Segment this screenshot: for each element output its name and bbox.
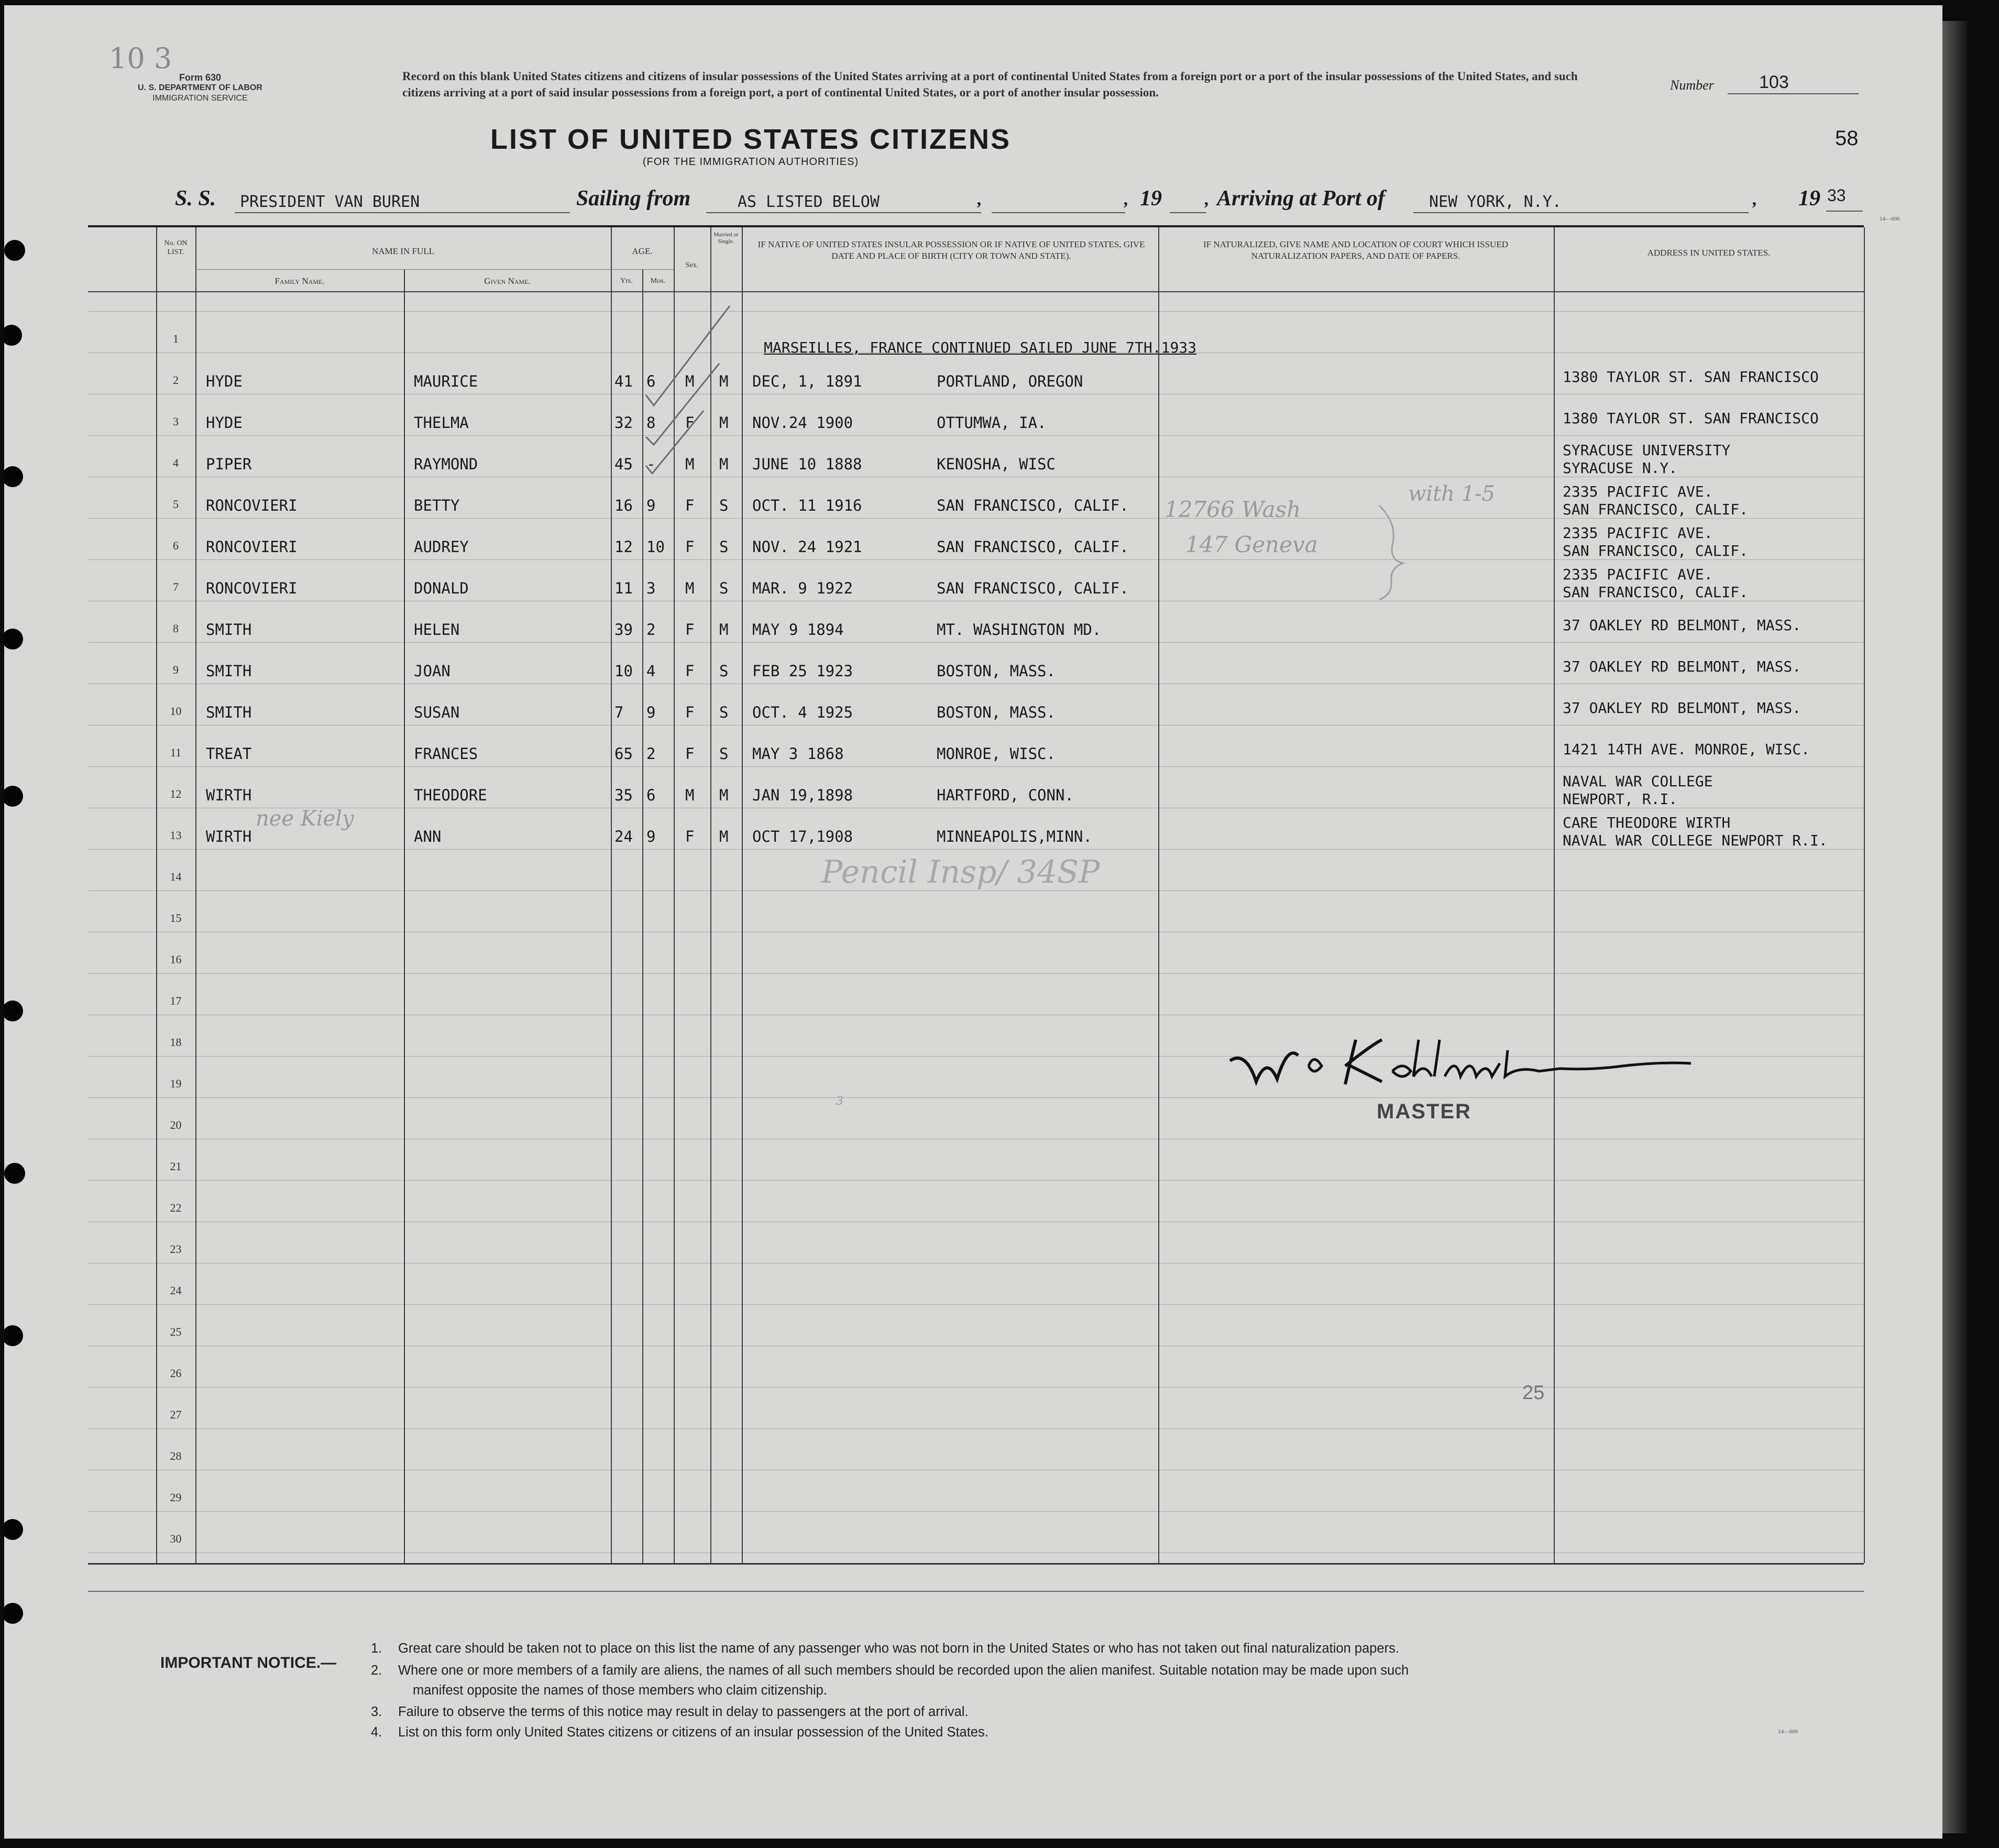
age-months-cell: 8	[646, 414, 656, 432]
corner-note: 10 3	[109, 42, 172, 75]
birth-place-cell: BOSTON, MASS.	[937, 703, 1056, 721]
family-name-cell: RONCOVIERI	[206, 497, 298, 514]
age-months-cell: 3	[646, 579, 656, 597]
age-years-cell: 24	[614, 828, 633, 845]
row-number: 7	[173, 580, 179, 593]
row-number: 22	[170, 1201, 182, 1214]
notice-title: IMPORTANT NOTICE.—	[160, 1654, 337, 1671]
master-signature	[1225, 1024, 1696, 1097]
notice-item-number: 4.	[371, 1725, 382, 1740]
header-naturalized: IF NATURALIZED, GIVE NAME AND LOCATION OF COURT WHICH ISSUED NATURALIZATION PAPERS, AND DATE OF PAPERS.	[1203, 239, 1508, 261]
given-name-cell: THELMA	[414, 414, 469, 432]
notice-item-text: Where one or more members of a family are aliens, the names of all such members should be recorded upon the alien manifest. Suitable notation may be made upon such	[398, 1663, 1409, 1678]
punch-hole	[4, 1603, 23, 1624]
address-line-1: 2335 PACIFIC AVE.	[1563, 566, 1713, 583]
birth-date-cell: MAY 9 1894	[752, 621, 844, 639]
sex-cell: F	[685, 828, 695, 845]
birth-place-cell: BOSTON, MASS.	[937, 662, 1056, 680]
address-line-1: 2335 PACIFIC AVE.	[1563, 524, 1713, 542]
column-divider	[404, 269, 405, 1563]
row-number: 30	[170, 1532, 182, 1545]
address-line-2: NEWPORT, R.I.	[1563, 790, 1678, 808]
address-line-1: NAVAL WAR COLLEGE	[1563, 773, 1713, 790]
pencil-stray-mark: 3	[836, 1095, 843, 1108]
given-name-cell: DONALD	[414, 579, 469, 597]
age-months-cell: 6	[646, 372, 656, 390]
row-number: 9	[173, 663, 179, 676]
marital-status-cell: M	[719, 455, 729, 473]
port-underline	[1413, 212, 1749, 213]
header-yrs: Yrs.	[620, 277, 633, 285]
ship-name: PRESIDENT VAN BUREN	[240, 193, 420, 211]
birth-date-cell: DEC, 1, 1891	[752, 372, 862, 390]
department-name: U. S. DEPARTMENT OF LABOR	[138, 83, 262, 92]
punch-hole	[4, 466, 23, 487]
given-name-cell: BETTY	[414, 497, 460, 514]
row-number: 12	[170, 787, 182, 800]
birth-place-cell: MT. WASHINGTON MD.	[937, 621, 1102, 639]
birth-date-cell: NOV.24 1900	[752, 414, 853, 432]
header-birth: IF NATIVE OF UNITED STATES INSULAR POSSESSION OR IF NATIVE OF UNITED STATES, GIVE DATE AND PLACE OF BIRTH (CITY OR TOWN AND STATE).	[757, 239, 1145, 261]
marital-status-cell: S	[719, 497, 729, 514]
pencil-note-address-5: 12766 Wash	[1165, 497, 1301, 522]
notice-item-number: 2.	[371, 1663, 382, 1678]
page-subtitle: (FOR THE IMMIGRATION AUTHORITIES)	[642, 156, 859, 168]
marital-status-cell: M	[719, 414, 729, 432]
punch-hole	[4, 1000, 23, 1021]
birth-date-cell: OCT. 11 1916	[752, 497, 862, 514]
marital-status-cell: S	[719, 579, 729, 597]
birth-date-cell: OCT 17,1908	[752, 828, 853, 845]
continued-sailing-line: MARSEILLES, FRANCE CONTINUED SAILED JUNE 7TH.1933	[764, 339, 1197, 356]
row-rule	[88, 1097, 1864, 1098]
year-prefix-1: 19	[1140, 186, 1162, 211]
row-rule	[88, 890, 1864, 891]
family-name-cell: PIPER	[206, 455, 252, 473]
age-years-cell: 45	[614, 455, 633, 473]
row-number: 29	[170, 1491, 182, 1504]
row-number: 14	[170, 870, 182, 883]
address-line-2: SYRACUSE N.Y.	[1563, 459, 1678, 477]
row-number: 21	[170, 1160, 182, 1173]
arrival-port: NEW YORK, N.Y.	[1429, 193, 1562, 211]
year-underline-2	[1826, 211, 1863, 212]
family-name-cell: SMITH	[206, 703, 252, 721]
family-name-cell: WIRTH	[206, 828, 252, 845]
row-number: 10	[170, 705, 182, 718]
marital-status-cell: S	[719, 662, 729, 680]
row-number: 13	[170, 829, 182, 842]
row-number: 18	[170, 1036, 182, 1049]
form-identifier	[138, 72, 262, 104]
row-number: 3	[173, 415, 179, 428]
given-name-cell: ANN	[414, 828, 442, 845]
sex-cell: F	[685, 497, 695, 514]
row-rule	[88, 973, 1864, 974]
given-name-cell: AUDREY	[414, 538, 469, 556]
row-number: 6	[173, 539, 179, 552]
master-stamp: MASTER	[1377, 1100, 1471, 1123]
row-number: 24	[170, 1284, 182, 1297]
row-number: 2	[173, 373, 179, 387]
birth-place-cell: SAN FRANCISCO, CALIF.	[937, 579, 1129, 597]
pencil-note-maiden-name: nee Kiely	[256, 807, 354, 831]
family-name-cell: WIRTH	[206, 786, 252, 804]
age-years-cell: 39	[614, 621, 633, 639]
year-underline-1	[1170, 212, 1206, 213]
punch-hole	[4, 325, 22, 346]
notice-item-text: manifest opposite the names of those members who claim citizenship.	[413, 1683, 827, 1698]
page-number: 58	[1835, 127, 1859, 150]
manifest-page	[4, 5, 1942, 1839]
column-divider	[742, 227, 743, 1563]
birth-place-cell: PORTLAND, OREGON	[937, 372, 1083, 390]
marital-status-cell: M	[719, 372, 729, 390]
punch-hole	[4, 786, 23, 807]
age-months-cell: 4	[646, 662, 656, 680]
birth-date-cell: NOV. 24 1921	[752, 538, 862, 556]
row-number: 23	[170, 1242, 182, 1256]
address-line-2: SAN FRANCISCO, CALIF.	[1563, 501, 1749, 518]
family-name-cell: SMITH	[206, 621, 252, 639]
age-months-cell: 6	[646, 786, 656, 804]
address-line-2: SAN FRANCISCO, CALIF.	[1563, 584, 1749, 601]
age-months-cell: 9	[646, 828, 656, 845]
age-subheader-rule	[611, 269, 674, 270]
birth-place-cell: SAN FRANCISCO, CALIF.	[937, 497, 1129, 514]
birth-date-cell: JAN 19,1898	[752, 786, 853, 804]
comma-4: ,	[1753, 190, 1758, 209]
birth-place-cell: MINNEAPOLIS,MINN.	[937, 828, 1092, 845]
row-rule	[88, 311, 1864, 312]
service-name: IMMIGRATION SERVICE	[152, 94, 248, 103]
birth-date-cell: JUNE 10 1888	[752, 455, 862, 473]
birth-date-cell: MAY 3 1868	[752, 745, 844, 763]
age-years-cell: 12	[614, 538, 633, 556]
given-name-cell: JOAN	[414, 662, 451, 680]
header-name-in-full: NAME IN FULL	[372, 246, 434, 256]
row-number: 4	[173, 456, 179, 469]
check-marks	[641, 301, 735, 521]
family-name-cell: RONCOVIERI	[206, 538, 298, 556]
family-name-cell: TREAT	[206, 745, 252, 763]
marital-status-cell: M	[719, 786, 729, 804]
sex-cell: M	[685, 579, 695, 597]
row-number: 5	[173, 498, 179, 511]
punch-hole	[4, 1325, 23, 1346]
sex-cell: F	[685, 745, 695, 763]
intro-text: Record on this blank United States citizens and citizens of insular possessions of the United States arriving at a port of continental United States from a foreign port or a port of the insular possessions of the United States, and such citizens arriving at a port of said insular possessions from a foreign port, a port of continental United States, or a port of another insular possession.	[402, 70, 1578, 99]
row-rule	[88, 642, 1864, 643]
sex-cell: M	[685, 786, 695, 804]
row-number: 26	[170, 1367, 182, 1380]
row-rule	[88, 766, 1864, 767]
age-years-cell: 16	[614, 497, 633, 514]
given-name-cell: THEODORE	[414, 786, 487, 804]
family-name-cell: HYDE	[206, 372, 243, 390]
row-number: 15	[170, 911, 182, 925]
address-line-1: SYRACUSE UNIVERSITY	[1563, 442, 1731, 459]
number-label: Number	[1670, 78, 1714, 93]
header-address: ADDRESS IN UNITED STATES.	[1647, 248, 1771, 258]
sex-cell: F	[685, 414, 695, 432]
punch-hole	[4, 1163, 25, 1184]
punch-hole	[4, 240, 25, 261]
header-married-single: Married or Single.	[713, 232, 739, 245]
address-line-1: 1380 TAYLOR ST. SAN FRANCISCO	[1563, 410, 1819, 427]
year-prefix-2: 19	[1798, 186, 1820, 211]
row-number: 16	[170, 953, 182, 966]
row-number: 1	[173, 332, 179, 345]
notice-item-text: Great care should be taken not to place on this list the name of any passenger who was not born in the United States or who has not taken out final naturalization papers.	[398, 1641, 1399, 1656]
row-rule	[88, 559, 1864, 560]
ship-underline	[235, 212, 570, 213]
list-number: 103	[1759, 72, 1789, 92]
punch-hole	[4, 1519, 23, 1540]
age-months-cell: 10	[646, 538, 665, 556]
row-rule	[88, 1387, 1864, 1388]
given-name-cell: HELEN	[414, 621, 460, 639]
given-name-cell: SUSAN	[414, 703, 460, 721]
address-line-1: 1380 TAYLOR ST. SAN FRANCISCO	[1563, 368, 1819, 386]
stamp-number: 25	[1522, 1382, 1545, 1404]
birth-place-cell: KENOSHA, WISC	[937, 455, 1056, 473]
header-family-name: Family Name.	[274, 276, 325, 286]
age-months-cell: 2	[646, 621, 656, 639]
form-code-bottom: 14—606	[1778, 1729, 1798, 1735]
header-mos: Mos.	[650, 277, 666, 285]
pencil-note-side: with 1-5	[1408, 482, 1495, 506]
row-rule	[88, 518, 1864, 519]
given-name-cell: RAYMOND	[414, 455, 478, 473]
address-line-1: 2335 PACIFIC AVE.	[1563, 483, 1713, 500]
marital-status-cell: M	[719, 828, 729, 845]
sailing-label: Sailing from	[576, 186, 691, 211]
date-underline	[992, 212, 1125, 213]
sex-cell: F	[685, 703, 695, 721]
sailing-from: AS LISTED BELOW	[738, 193, 880, 211]
arriving-label: Arriving at Port of	[1217, 186, 1385, 211]
notice-item-number: 3.	[371, 1704, 382, 1719]
sex-cell: M	[685, 372, 695, 390]
family-name-cell: SMITH	[206, 662, 252, 680]
birth-date-cell: FEB 25 1923	[752, 662, 853, 680]
birth-place-cell: SAN FRANCISCO, CALIF.	[937, 538, 1129, 556]
row-rule	[88, 1180, 1864, 1181]
column-divider	[1158, 227, 1159, 1563]
birth-date-cell: MAR. 9 1922	[752, 579, 853, 597]
row-number: 28	[170, 1449, 182, 1462]
row-number: 11	[170, 746, 182, 759]
age-months-cell: 9	[646, 703, 656, 721]
row-rule	[88, 1428, 1864, 1429]
marital-status-cell: S	[719, 703, 729, 721]
notice-item-text: Failure to observe the terms of this notice may result in delay to passengers at the port of arrival.	[398, 1704, 969, 1719]
marital-status-cell: M	[719, 621, 729, 639]
birth-date-cell: OCT. 4 1925	[752, 703, 853, 721]
ss-label: S. S.	[175, 186, 216, 211]
sex-cell: F	[685, 538, 695, 556]
row-number: 19	[170, 1077, 182, 1090]
row-number: 17	[170, 994, 182, 1007]
address-line-1: 1421 14TH AVE. MONROE, WISC.	[1563, 741, 1810, 758]
address-line-2: SAN FRANCISCO, CALIF.	[1563, 542, 1749, 559]
column-divider	[611, 227, 612, 1563]
age-years-cell: 41	[614, 372, 633, 390]
punch-hole	[4, 629, 23, 650]
birth-place-cell: OTTUMWA, IA.	[937, 414, 1047, 432]
sex-cell: F	[685, 662, 695, 680]
notice-divider	[88, 1591, 1864, 1592]
row-rule	[88, 1304, 1864, 1305]
comma-3: ,	[1205, 190, 1210, 209]
family-name-cell: RONCOVIERI	[206, 579, 298, 597]
marital-status-cell: S	[719, 538, 729, 556]
pencil-bracket	[1377, 503, 1408, 602]
page-title: LIST OF UNITED STATES CITIZENS	[490, 124, 1011, 155]
age-months-cell: -	[646, 455, 656, 473]
header-age: AGE.	[632, 246, 653, 256]
family-name-cell: HYDE	[206, 414, 243, 432]
pencil-note-address-6: 147 Geneva	[1185, 532, 1318, 557]
row-rule	[88, 849, 1864, 850]
birth-place-cell: HARTFORD, CONN.	[937, 786, 1074, 804]
header-divider	[88, 291, 1864, 292]
notice-item-number: 1.	[371, 1641, 382, 1656]
address-line-1: 37 OAKLEY RD BELMONT, MASS.	[1563, 617, 1802, 634]
age-years-cell: 32	[614, 414, 633, 432]
age-years-cell: 35	[614, 786, 633, 804]
age-years-cell: 7	[614, 703, 624, 721]
age-months-cell: 9	[646, 497, 656, 514]
age-years-cell: 65	[614, 745, 633, 763]
row-rule	[88, 435, 1864, 436]
given-name-cell: FRANCES	[414, 745, 478, 763]
notice-item-text: List on this form only United States citizens or citizens of an insular possession of the United States.	[398, 1725, 988, 1740]
sex-cell: F	[685, 621, 695, 639]
birth-place-cell: MONROE, WISC.	[937, 745, 1056, 763]
column-divider	[1554, 227, 1555, 1563]
form-code-top: 14—606	[1880, 216, 1900, 222]
age-years-cell: 11	[614, 579, 633, 597]
arrival-year: 33	[1827, 186, 1846, 205]
header-given-name: Given Name.	[484, 276, 531, 286]
name-subheader-rule	[195, 269, 611, 270]
address-line-1: 37 OAKLEY RD BELMONT, MASS.	[1563, 699, 1802, 717]
pencil-note-inspection: Pencil Insp/ 34SP	[821, 854, 1100, 890]
age-months-cell: 2	[646, 745, 656, 763]
header-no-on-list: No. ON LIST.	[164, 239, 188, 256]
number-underline	[1728, 93, 1859, 94]
row-number: 20	[170, 1118, 182, 1131]
form-number: Form 630	[179, 72, 221, 83]
comma-1: ,	[977, 190, 982, 209]
row-number: 8	[173, 622, 179, 635]
given-name-cell: MAURICE	[414, 372, 478, 390]
row-number: 27	[170, 1408, 182, 1421]
comma-2: ,	[1124, 190, 1129, 209]
header-sex: Sex.	[685, 261, 699, 269]
row-rule	[88, 1511, 1864, 1512]
age-years-cell: 10	[614, 662, 633, 680]
marital-status-cell: S	[719, 745, 729, 763]
row-number: 25	[170, 1325, 182, 1338]
address-line-2: NAVAL WAR COLLEGE NEWPORT R.I.	[1563, 832, 1828, 849]
sex-cell: M	[685, 455, 695, 473]
address-line-1: 37 OAKLEY RD BELMONT, MASS.	[1563, 658, 1802, 675]
passenger-table	[88, 225, 1864, 1565]
sailing-underline	[706, 212, 981, 213]
column-divider	[1864, 227, 1865, 1563]
address-line-1: CARE THEODORE WIRTH	[1563, 814, 1731, 831]
